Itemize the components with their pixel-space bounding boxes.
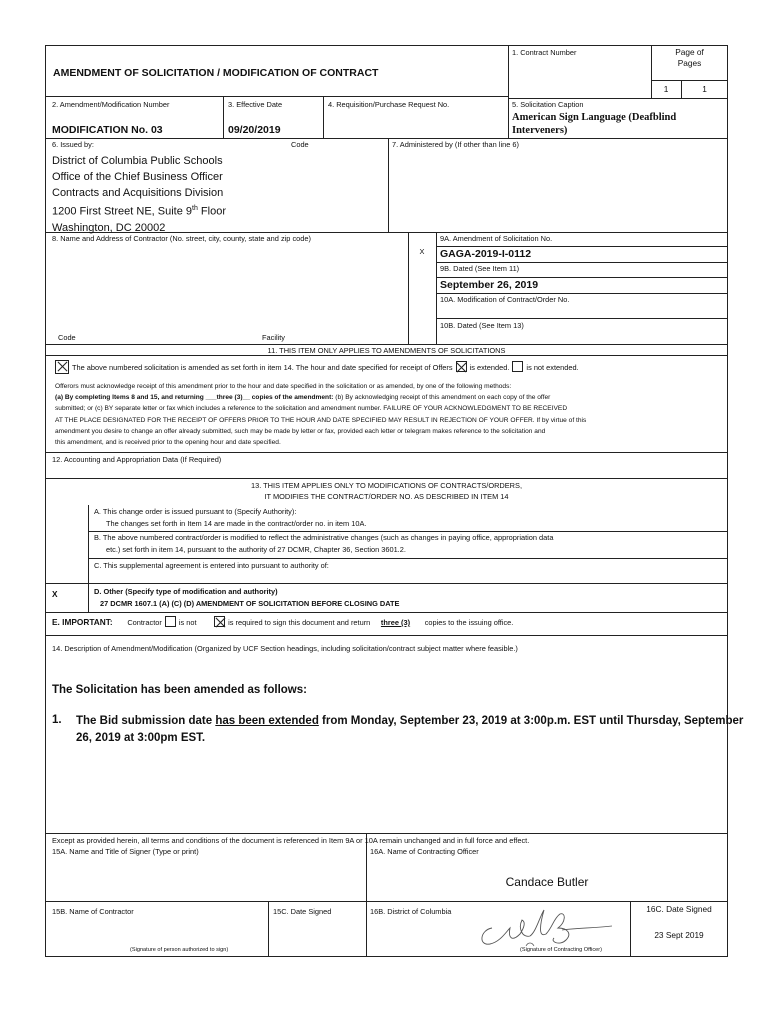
important-row: E. IMPORTANT: Contractor is not is required to sign this document and return three (3) copies to the issuing office. — [52, 617, 514, 627]
date-signed-16c-label: 16C. Date Signed — [646, 904, 712, 914]
modification-contract-label: 10A. Modification of Contract/Order No. — [440, 295, 570, 304]
amendment-number-label: 2. Amendment/Modification Number — [52, 100, 170, 109]
section-13d-mark: X — [52, 589, 58, 599]
administered-by-label: 7. Administered by (If other than line 6) — [392, 140, 519, 149]
amended-checkbox[interactable] — [55, 360, 69, 374]
form-title: AMENDMENT OF SOLICITATION / MODIFICATION OF CONTRACT — [53, 67, 379, 79]
contracting-officer-label: 16A. Name of Contracting Officer — [370, 847, 479, 856]
is-not-extended-checkbox[interactable] — [512, 361, 523, 372]
page-total: 1 — [702, 84, 707, 94]
district-of-columbia-label: 16B. District of Columbia — [370, 907, 452, 916]
section-13a-line-1: A. This change order is issued pursuant to (Specify Authority): — [94, 507, 297, 516]
solicitation-caption-label: 5. Solicitation Caption — [512, 100, 584, 109]
requisition-label: 4. Requisition/Purchase Request No. — [328, 100, 450, 109]
issuer-address — [52, 153, 226, 236]
accounting-data-label: 12. Accounting and Appropriation Data (If Required) — [52, 455, 222, 464]
issued-by-label: 6. Issued by: — [52, 140, 94, 149]
contractor-is-required-checkbox[interactable] — [214, 616, 225, 627]
issued-by-code-label: Code — [291, 140, 309, 149]
date-signed-15c-label: 15C. Date Signed — [273, 907, 332, 916]
contractor-address-label: 8. Name and Address of Contractor (No. street, city, county, state and zip code) — [52, 234, 311, 243]
section-11-header: 11. THIS ITEM ONLY APPLIES TO AMENDMENTS OF SOLICITATIONS — [267, 346, 506, 355]
solicitation-caption-value: American Sign Language (Deafblind Interveners) — [512, 112, 677, 136]
contracting-officer-name: Candace Butler — [505, 875, 589, 889]
solicitation-mark-x: X — [419, 247, 425, 256]
section-13-header-2: IT MODIFIES THE CONTRACT/ORDER NO. AS DESCRIBED IN ITEM 14 — [264, 492, 509, 501]
issuer-line: Office of the Chief Business Officer — [52, 171, 223, 183]
page-of-label: Page of Pages — [675, 47, 704, 68]
contractor-name-label: 15B. Name of Contractor — [52, 907, 134, 916]
contractor-code-label: Code — [58, 333, 76, 342]
contracting-officer-signature — [470, 898, 620, 953]
officer-signature-caption: (Signature of Contracting Officer) — [520, 947, 602, 953]
date-signed-16c-value: 23 Sept 2019 — [654, 930, 704, 940]
section-13b-line-2: etc.) set forth in item 14, pursuant to the authority of 27 DCMR, Chapter 36, Section 3601.2. — [106, 545, 406, 554]
is-extended-checkbox[interactable] — [456, 361, 467, 372]
except-statement: Except as provided herein, all terms and conditions of the document is referenced in Item 9A or 10A remain unchanged and in full force and effect. — [52, 836, 530, 845]
section-13-header-1: 13. THIS ITEM APPLIES ONLY TO MODIFICATIONS OF CONTRACTS/ORDERS, — [250, 481, 523, 490]
copies-value: three (3) — [380, 618, 411, 627]
issuer-street: 1200 First Street NE, Suite 9th Floor — [52, 205, 226, 218]
section-13c-line: C. This supplemental agreement is entered into pursuant to authority of: — [94, 561, 329, 570]
description-item-text: The Bid submission date has been extended from Monday, September 23, 2019 at 3:00p.m. EST until Thursday, September 26, 2019 at 3:00pm EST. — [76, 715, 744, 744]
section-13a-line-2: The changes set forth in Item 14 are made in the contract/order no. in item 10A. — [106, 519, 367, 528]
signer-name-label: 15A. Name and Title of Signer (Type or print) — [52, 847, 199, 856]
description-heading: The Solicitation has been amended as follows: — [52, 684, 307, 696]
dated-9b-label: 9B. Dated (See Item 11) — [440, 264, 520, 273]
section-11-body: Offerors must acknowledge receipt of this amendment prior to the hour and date specified in the solicitation or as amended, by one of the following methods: (a) By completing Items 8 and 15, and returning ___three (3)__ copies of the amendment: (b) By acknowledging receipt of this amendment on each copy of the offer submitted; or (c) BY separate letter or fax which includes a reference to the solicitation and amendment number. FAILURE OF YOUR ACKNOWLEDGMENT TO BE RECEIVED AT THE PLACE DESIGNATED FOR THE RECEIPT OF OFFERS PRIOR TO THE HOUR AND DATE SPECIFIED MAY RESULT IN REJECTION OF YOUR OFFER. If by virtue of this amendment you desire to change an offer already submitted, such may be made by letter or fax, provided each letter or telegram makes reference to the solicitation and this amendment, and is received prior to the opening hour and date specified. — [55, 383, 587, 447]
section-13d-line-1: D. Other (Specify type of modification and authority) — [94, 587, 278, 596]
issuer-line: Contracts and Acquisitions Division — [52, 187, 224, 199]
page-number: 1 — [663, 84, 669, 94]
description-item-number: 1. — [52, 714, 62, 726]
contractor-is-not-checkbox[interactable] — [165, 616, 176, 627]
contract-number-label: 1. Contract Number — [512, 48, 577, 57]
facility-label: Facility — [262, 333, 285, 342]
section-11-line-1: The above numbered solicitation is amended as set forth in item 14. The hour and date specified for receipt of Offers is extended. is not extended. — [55, 360, 579, 374]
section-13d-line-2: 27 DCMR 1607.1 (A) (C) (D) AMENDMENT OF SOLICITATION BEFORE CLOSING DATE — [100, 599, 400, 608]
issuer-line: District of Columbia Public Schools — [52, 155, 223, 167]
dated-10b-label: 10B. Dated (See Item 13) — [440, 321, 524, 330]
dated-9b-value: September 26, 2019 — [440, 279, 539, 291]
section-13b-line-1: B. The above numbered contract/order is modified to reflect the administrative changes (such as changes in paying office, appropriation data — [94, 533, 554, 542]
issuer-city: Washington, DC 20002 — [52, 221, 166, 234]
amendment-solicitation-label: 9A. Amendment of Solicitation No. — [440, 234, 553, 243]
description-label: 14. Description of Amendment/Modification (Organized by UCF Section headings, including solicitation/contract subject matter where feasible.) — [52, 644, 518, 653]
amendment-solicitation-value: GAGA-2019-I-0112 — [440, 248, 532, 260]
effective-date-value: 09/20/2019 — [228, 124, 281, 136]
amendment-number-value: MODIFICATION No. 03 — [52, 124, 163, 136]
contractor-signature-caption: (Signature of person authorized to sign) — [130, 947, 229, 953]
effective-date-label: 3. Effective Date — [228, 100, 283, 109]
